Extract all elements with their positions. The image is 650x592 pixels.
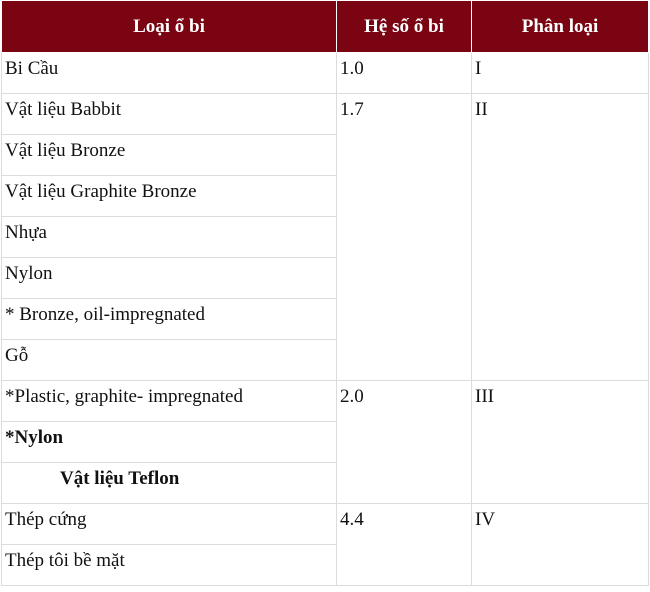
bearing-coefficient-table [1,0,649,586]
class-cell: IV [472,504,649,586]
bearing-type-cell: *Plastic, graphite- impregnated [2,381,337,422]
coefficient-cell: 4.4 [337,504,472,586]
bearing-type-cell: *Nylon [2,422,337,463]
table-row [2,381,649,422]
bearing-type-cell: Thép cứng [2,504,337,545]
header-classification: Phân loại [472,1,649,53]
bearing-type-cell: Nylon [2,258,337,299]
class-cell: II [472,94,649,381]
table-row [2,94,649,135]
bearing-type-cell: Vật liệu Teflon [2,463,337,504]
bearing-type-cell: * Bronze, oil-impregnated [2,299,337,340]
bearing-type-cell: Bi Cầu [2,53,337,94]
bearing-type-cell: Vật liệu Graphite Bronze [2,176,337,217]
bearing-type-cell: Gỗ [2,340,337,381]
bearing-type-cell: Vật liệu Bronze [2,135,337,176]
table-header-row [2,1,649,53]
class-cell: III [472,381,649,504]
table-row [2,504,649,545]
bearing-type-cell: Nhựa [2,217,337,258]
header-bearing-type: Loại ổ bi [2,1,337,53]
coefficient-cell: 2.0 [337,381,472,504]
coefficient-cell: 1.0 [337,53,472,94]
coefficient-cell: 1.7 [337,94,472,381]
table-row [2,53,649,94]
header-bearing-coefficient: Hệ số ổ bi [337,1,472,53]
bearing-type-cell: Thép tôi bề mặt [2,545,337,586]
bearing-type-cell: Vật liệu Babbit [2,94,337,135]
class-cell: I [472,53,649,94]
